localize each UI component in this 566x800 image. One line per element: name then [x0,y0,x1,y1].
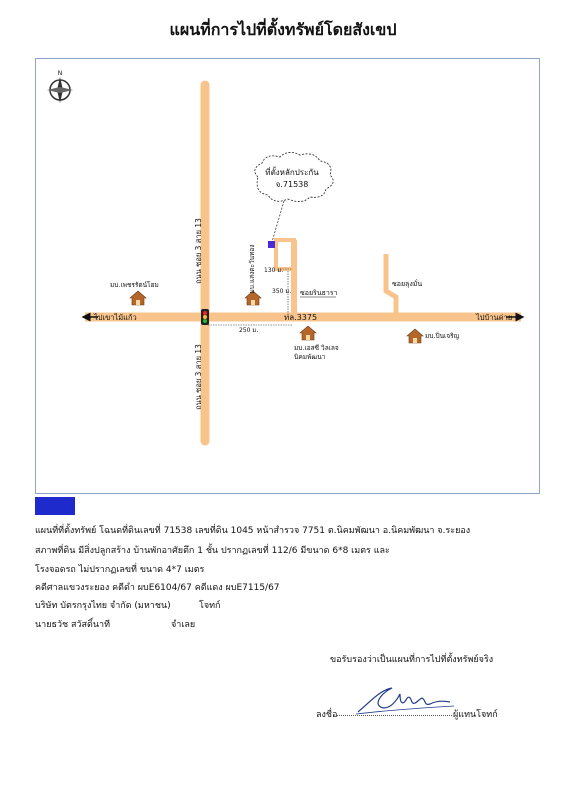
roads [85,85,521,441]
callout-cloud [255,152,333,242]
label-soi-rin-thara: ซอยรินธารา [300,289,338,297]
certify-text: ขอรับรองว่าเป็นแผนที่การไปที่ตั้งทรัพย์จริง [330,655,494,665]
label-to-ban-khai: ไปบ้านค่าย [476,313,513,322]
label-phet-rat: มบ.เพชรรัตน์โฮม [110,281,159,289]
map-canvas [36,59,541,495]
label-highway: ทล.3375 [284,313,318,322]
label-soi-lung-man: ซอยลุงมั่น [392,280,423,288]
signature-icon [350,680,460,720]
legend-subject-color [35,497,75,515]
page-title: แผนที่การไปที่ตั้งทรัพย์โดยสังเขป [169,20,397,39]
house-icon [407,329,423,343]
info-line-2: สภาพที่ดิน มีสิ่งปลูกสร้าง บ้านพักอาศัยตึก 1 ชั้น ปรากฏเลขที่ 112/6 มีขนาด 6*8 เมตร และ [35,546,390,556]
info-defendant-role: จำเลย [171,620,196,630]
map-frame [35,58,540,494]
sign-label: ลงชื่อ [316,710,338,720]
label-es-ville-2: นิคมพัฒนา [294,353,326,361]
info-defendant: นายธวัช สวัสดิ์นาที [35,620,111,630]
callout-line1: ที่ตั้งหลักประกัน [265,168,319,177]
compass-icon [47,70,73,103]
sign-line [336,715,452,716]
info-line-1: แผนที่ที่ตั้งทรัพย์ โฉนดที่ดินเลขที่ 71538 เลขที่ดิน 1045 หน้าสำรวจ 7751 ต.นิคมพัฒนา อ.นิคมพัฒนา จ.ระยอง [35,526,471,536]
callout-line2: จ.71538 [275,180,309,189]
sign-role: ผู้แทนโจทก์ [453,710,498,720]
distance-350: 350 ม. [272,288,292,295]
label-es-ville-1: มบ.เอสซี วิลเลจ [294,344,339,352]
house-icon [300,326,316,340]
label-soi3-lower: ถนน ซอย 3 สาย 13 [194,344,203,410]
label-soi3-upper: ถนน ซอย 3 สาย 13 [194,218,203,284]
traffic-light-icon [201,309,209,325]
label-to-khao-mai-kaeo: ไปเขาไม้แก้ว [94,313,137,322]
distance-250: 250 ม. [239,327,259,334]
compass-label: N [57,70,63,77]
info-line-4: คดีศาลแขวงระยอง คดีดำ ผบE6104/67 คดีแดง ผบE7115/67 [35,583,280,593]
distance-130: 130 ม. [264,267,284,274]
info-plaintiff: บริษัท บัตรกรุงไทย จำกัด (มหาชน) [35,601,171,611]
house-icon [130,291,146,305]
subject-plot-marker [268,241,275,248]
info-plaintiff-role: โจทก์ [199,601,221,611]
label-pin-charoen: มบ.ปิ่นเจริญ [425,332,460,340]
label-saeng-tawan: มบ.แสงตะวันทอง [248,244,256,294]
info-line-3: โรงจอดรถ ไม่ปรากฏเลขที่ ขนาด 4*7 เมตร [35,565,205,575]
